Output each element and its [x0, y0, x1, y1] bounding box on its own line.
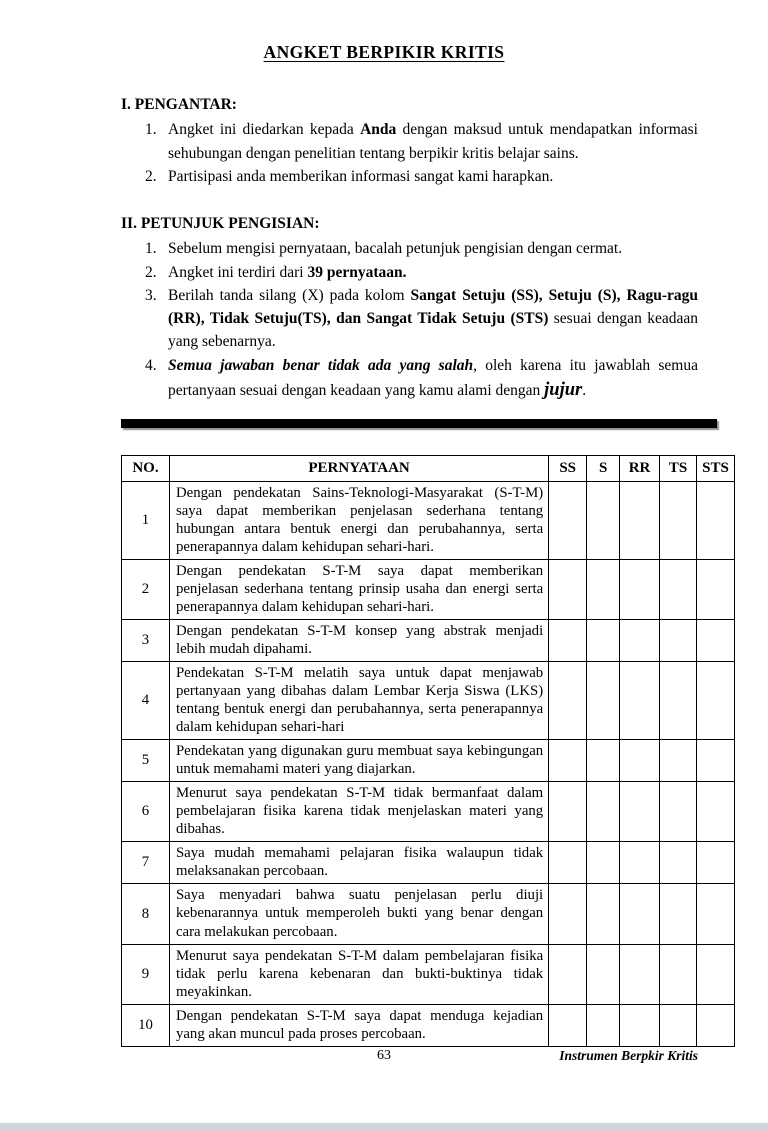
- header-ss: SS: [549, 455, 587, 481]
- table-row: [122, 661, 735, 739]
- answer-cell-rr: [620, 782, 660, 842]
- answer-cell-ts: [660, 884, 697, 944]
- list-item: [145, 118, 698, 165]
- questionnaire-table: [121, 455, 735, 1047]
- text-segment: dengan maksud untuk mendapatkan informasi sehubungan dengan penelitian tentang berpikir kritis belajar sains.: [168, 121, 698, 162]
- text-segment: Angket ini diedarkan kepada: [168, 121, 361, 139]
- text-area: [121, 93, 698, 405]
- answer-cell-s: [587, 842, 620, 884]
- petunjuk-list: [145, 237, 698, 404]
- answer-cell-sts: [696, 944, 734, 1004]
- answer-cell-rr: [620, 842, 660, 884]
- list-item: [145, 237, 698, 260]
- divider-bar: [121, 419, 717, 428]
- statement-text: Saya mudah memahami pelajaran fisika walaupun tidak melaksanakan percobaan.: [169, 842, 548, 884]
- item-number: 3.: [145, 286, 157, 304]
- statement-text: Pendekatan yang digunakan guru membuat saya kebingungan untuk memahami materi yang diajarkan.: [169, 740, 548, 782]
- answer-cell-ss: [549, 884, 587, 944]
- section-petunjuk-heading: II. PETUNJUK PENGISIAN:: [121, 215, 320, 232]
- bold-text: Sangat Setuju (SS), Setuju (S), Ragu-ragu (RR), Tidak Setuju(TS), dan Sangat Tidak Setuju (STS): [168, 286, 699, 327]
- item-text: [168, 165, 698, 188]
- answer-cell-ts: [660, 481, 697, 559]
- statement-text: Pendekatan S-T-M melatih saya untuk dapat menjawab pertanyaan yang dibahas dalam Lembar Kerja Siswa (LKS) tentang bentuk energi dan perubahannya, serta penerapannya dalam kehidupan sehari-hari: [169, 661, 548, 739]
- section-petunjuk: [121, 212, 698, 405]
- pengantar-list: [145, 118, 698, 188]
- answer-cell-s: [587, 884, 620, 944]
- text-segment: Sebelum mengisi pernyataan, bacalah petunjuk pengisian dengan cermat.: [168, 240, 623, 258]
- answer-cell-ss: [549, 619, 587, 661]
- answer-cell-sts: [696, 740, 734, 782]
- footer-label: Instrumen Berpkir Kritis: [559, 1048, 698, 1063]
- answer-cell-s: [587, 619, 620, 661]
- header-s: S: [587, 455, 620, 481]
- statement-text: Menurut saya pendekatan S-T-M dalam pembelajaran fisika tidak perlu karena kebenaran dan bukti-buktinya tidak meyakinkan.: [169, 944, 548, 1004]
- table-row: [122, 481, 735, 559]
- statement-text: Menurut saya pendekatan S-T-M tidak bermanfaat dalam pembelajaran fisika karena tidak menjelaskan materi yang dibahas.: [169, 782, 548, 842]
- answer-cell-ts: [660, 842, 697, 884]
- row-number: 1: [122, 481, 170, 559]
- text-segment: sesuai dengan keadaan yang sebenarnya.: [168, 310, 698, 351]
- answer-cell-ss: [549, 481, 587, 559]
- table-row: [122, 740, 735, 782]
- text-segment: Angket ini terdiri dari: [168, 263, 308, 281]
- answer-cell-s: [587, 740, 620, 782]
- answer-cell-rr: [620, 1004, 660, 1046]
- answer-cell-s: [587, 481, 620, 559]
- answer-cell-rr: [620, 619, 660, 661]
- statement-text: Dengan pendekatan S-T-M saya dapat menduga kejadian yang akan muncul pada proses percobaan.: [169, 1004, 548, 1046]
- answer-cell-ts: [660, 944, 697, 1004]
- answer-cell-sts: [696, 619, 734, 661]
- answer-cell-sts: [696, 1004, 734, 1046]
- table-row: [122, 1004, 735, 1046]
- answer-cell-sts: [696, 481, 734, 559]
- item-text: [168, 118, 698, 165]
- text-segment: , oleh karena itu jawablah semua pertanyaan sesuai dengan keadaan yang kamu alami dengan: [168, 356, 698, 399]
- list-item: [145, 165, 698, 188]
- item-text: [168, 284, 698, 354]
- statement-text: Dengan pendekatan Sains-Teknologi-Masyarakat (S-T-M) saya dapat memberikan penjelasan sederhana tentang hubungan antara bentuk energi dan perubahannya, serta penerapannya dalam kehidupan sehari-hari.: [169, 481, 548, 559]
- item-text: [168, 354, 698, 405]
- item-number: 2.: [145, 263, 157, 281]
- row-number: 9: [122, 944, 170, 1004]
- document-page: [0, 42, 768, 1129]
- item-number: 4.: [145, 356, 157, 374]
- emphasis-text: jujur: [544, 379, 583, 400]
- section-pengantar: [121, 93, 698, 188]
- row-number: 4: [122, 661, 170, 739]
- row-number: 7: [122, 842, 170, 884]
- answer-cell-ss: [549, 842, 587, 884]
- list-item: [145, 354, 698, 405]
- answer-cell-ss: [549, 1004, 587, 1046]
- row-number: 5: [122, 740, 170, 782]
- section-pengantar-heading: I. PENGANTAR:: [121, 96, 237, 113]
- answer-cell-sts: [696, 842, 734, 884]
- answer-cell-s: [587, 559, 620, 619]
- statement-text: Saya menyadari bahwa suatu penjelasan perlu diuji kebenarannya untuk memperoleh bukti yang benar dengan cara melakukan percobaan.: [169, 884, 548, 944]
- answer-cell-ss: [549, 944, 587, 1004]
- answer-cell-ts: [660, 740, 697, 782]
- answer-cell-rr: [620, 944, 660, 1004]
- answer-cell-sts: [696, 661, 734, 739]
- answer-cell-s: [587, 782, 620, 842]
- text-segment: Partisipasi anda memberikan informasi sangat kami harapkan.: [168, 167, 554, 185]
- row-number: 3: [122, 619, 170, 661]
- row-number: 2: [122, 559, 170, 619]
- table-row: [122, 842, 735, 884]
- table-row: [122, 884, 735, 944]
- answer-cell-sts: [696, 782, 734, 842]
- answer-cell-rr: [620, 740, 660, 782]
- answer-cell-ss: [549, 559, 587, 619]
- page-title: ANGKET BERPIKIR KRITIS: [263, 42, 505, 62]
- answer-cell-s: [587, 944, 620, 1004]
- item-number: 1.: [145, 121, 157, 139]
- statement-text: Dengan pendekatan S-T-M konsep yang abstrak menjadi lebih mudah dipahami.: [169, 619, 548, 661]
- row-number: 10: [122, 1004, 170, 1046]
- table-row: [122, 782, 735, 842]
- statement-text: Dengan pendekatan S-T-M saya dapat memberikan penjelasan sederhana tentang prinsip usaha dan energi serta penerapannya dalam kehidupan sehari-hari.: [169, 559, 548, 619]
- bold-italic-text: Semua jawaban benar tidak ada yang salah: [168, 356, 474, 374]
- answer-cell-ts: [660, 559, 697, 619]
- header-no: NO.: [122, 455, 170, 481]
- answer-cell-ss: [549, 782, 587, 842]
- list-item: [145, 284, 698, 354]
- item-number: 1.: [145, 240, 157, 258]
- page-number: 63: [377, 1048, 391, 1063]
- text-segment: .: [582, 381, 587, 399]
- header-ts: TS: [660, 455, 697, 481]
- answer-cell-ts: [660, 782, 697, 842]
- table-row: [122, 944, 735, 1004]
- table-header-row: [122, 455, 735, 481]
- item-text: [168, 237, 698, 260]
- item-number: 2.: [145, 167, 157, 185]
- answer-cell-s: [587, 661, 620, 739]
- answer-cell-rr: [620, 661, 660, 739]
- answer-cell-ts: [660, 1004, 697, 1046]
- answer-cell-s: [587, 1004, 620, 1046]
- text-segment: Berilah tanda silang (X) pada kolom: [168, 286, 411, 304]
- page-bottom-strip: [0, 1123, 768, 1129]
- row-number: 8: [122, 884, 170, 944]
- header-pernyataan: PERNYATAAN: [169, 455, 548, 481]
- answer-cell-sts: [696, 884, 734, 944]
- page-footer: [0, 1048, 768, 1068]
- header-rr: RR: [620, 455, 660, 481]
- list-item: [145, 261, 698, 284]
- answer-cell-ss: [549, 740, 587, 782]
- bold-text: Anda: [360, 121, 397, 139]
- table-row: [122, 559, 735, 619]
- row-number: 6: [122, 782, 170, 842]
- answer-cell-ts: [660, 661, 697, 739]
- answer-cell-rr: [620, 559, 660, 619]
- header-sts: STS: [696, 455, 734, 481]
- answer-cell-rr: [620, 884, 660, 944]
- answer-cell-sts: [696, 559, 734, 619]
- item-text: [168, 261, 698, 284]
- table-row: [122, 619, 735, 661]
- answer-cell-rr: [620, 481, 660, 559]
- answer-cell-ss: [549, 661, 587, 739]
- answer-cell-ts: [660, 619, 697, 661]
- bold-text: 39 pernyataan.: [307, 263, 407, 281]
